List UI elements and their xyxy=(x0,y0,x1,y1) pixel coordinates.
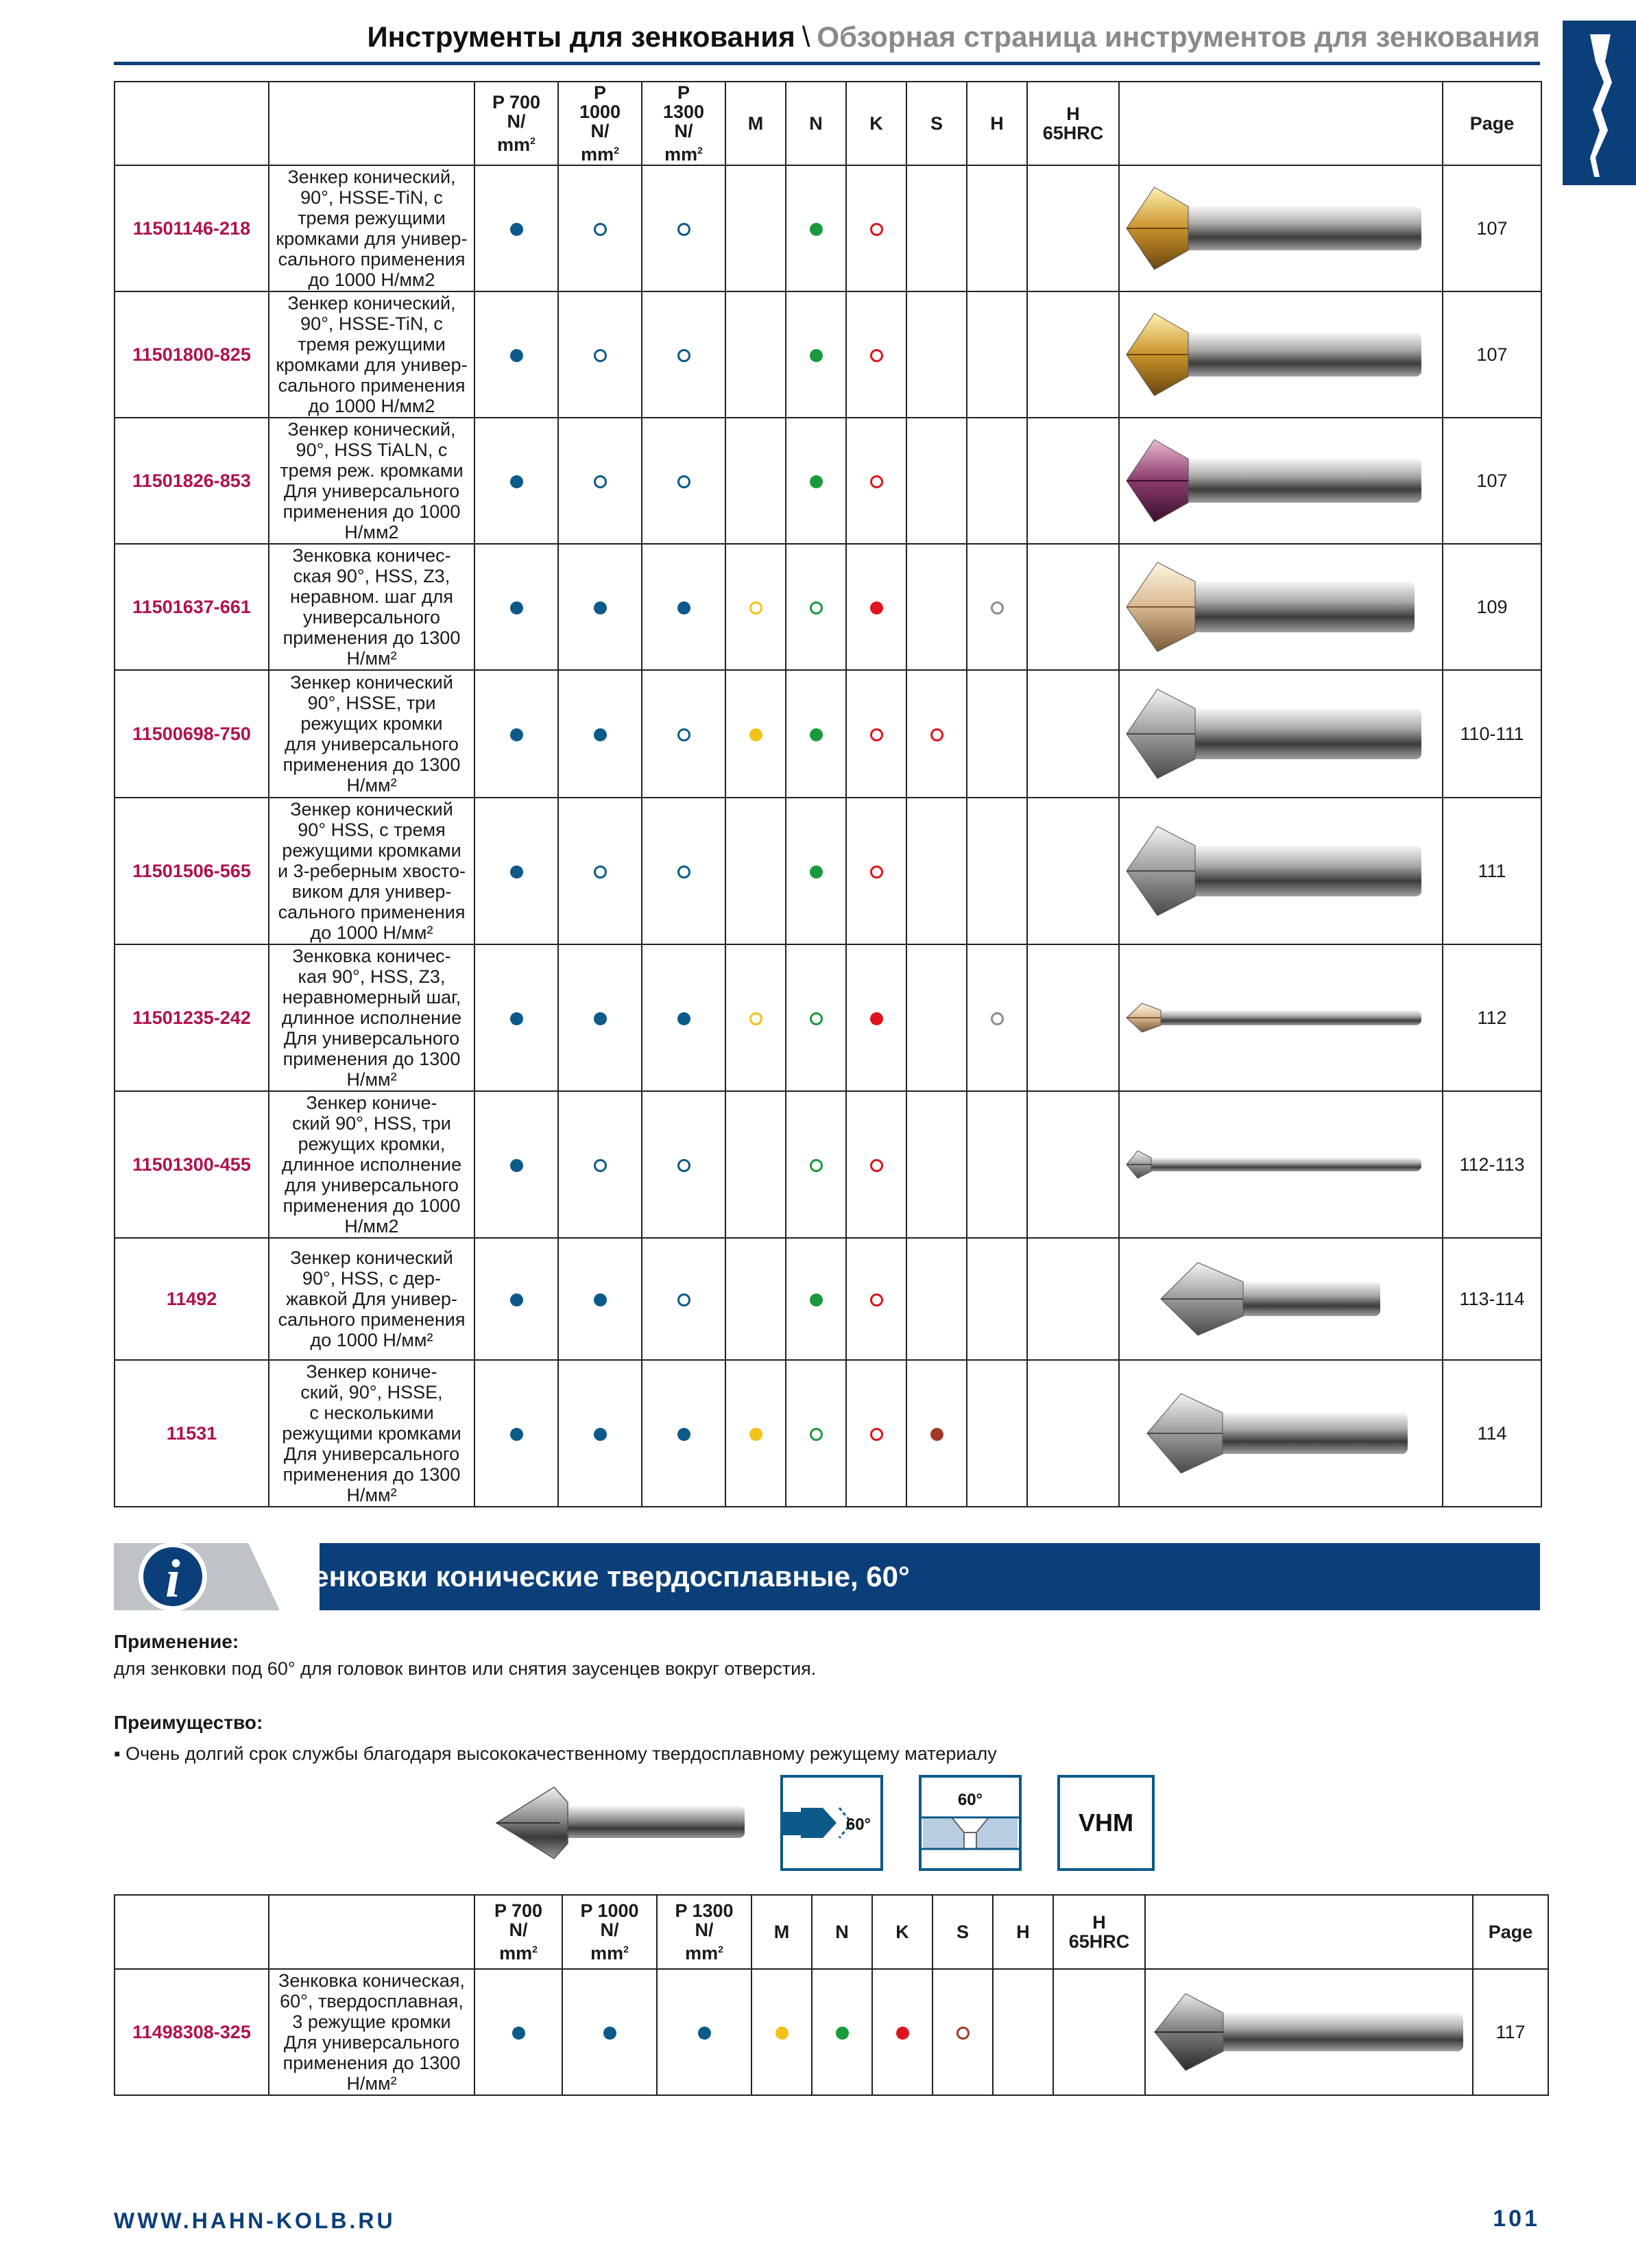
header-image xyxy=(1119,82,1443,165)
blue-filled-marker xyxy=(512,2027,525,2040)
green-outline-marker xyxy=(810,601,823,614)
page-reference[interactable]: 107 xyxy=(1443,418,1541,544)
material-cell xyxy=(906,418,967,544)
header-p1300: P 1300 N/ $mm^2$ xyxy=(642,82,725,165)
material-cell xyxy=(786,798,846,944)
tool-image xyxy=(1120,426,1442,536)
yellow-filled-marker xyxy=(749,1428,762,1441)
header-p700: P 700 N/ $mm^2$ xyxy=(474,1895,562,1969)
material-cell xyxy=(786,418,846,544)
brown-filled-marker xyxy=(930,1428,943,1441)
material-cell xyxy=(906,1238,967,1360)
material-cell xyxy=(558,798,642,944)
tool-image-cell xyxy=(1119,165,1443,291)
material-cell xyxy=(967,544,1027,670)
green-outline-marker xyxy=(810,1428,823,1441)
article-code[interactable]: 11501300-455 xyxy=(115,1091,269,1238)
header-separator: \ xyxy=(802,21,810,53)
tool-image xyxy=(1148,1977,1470,2087)
red-outline-marker xyxy=(870,1293,883,1306)
section-banner xyxy=(114,1543,1540,1610)
material-cell xyxy=(967,798,1027,944)
material-cell xyxy=(725,670,786,798)
table-row[interactable] xyxy=(115,944,1541,1091)
blue-filled-marker xyxy=(677,601,690,614)
material-cell xyxy=(906,798,967,944)
material-cell xyxy=(725,1360,786,1507)
table-row[interactable] xyxy=(115,1360,1541,1507)
tool-image-cell xyxy=(1145,1969,1473,2095)
product-description: Зенкер конический 90°, HSSE, три режущих кромки для универсального применения до 1300 Н/мм² xyxy=(269,670,474,798)
material-cell xyxy=(967,165,1027,291)
advantage-heading: Преимущество: xyxy=(114,1712,263,1733)
product-table-60deg xyxy=(114,1894,1549,2096)
article-code[interactable]: 11501146-218 xyxy=(115,165,269,291)
yellow-filled-marker xyxy=(775,2027,789,2040)
header-code xyxy=(115,82,269,165)
blue-filled-marker xyxy=(677,1012,690,1025)
material-cell xyxy=(846,165,906,291)
hole-60-label: 60° xyxy=(957,1791,983,1809)
blue-outline-marker xyxy=(594,475,607,488)
material-cell xyxy=(967,1238,1027,1360)
table-row[interactable] xyxy=(115,798,1541,944)
page-reference[interactable]: 112-113 xyxy=(1443,1091,1541,1238)
hrc-cell xyxy=(1027,1091,1119,1238)
material-cell xyxy=(474,670,558,798)
material-cell xyxy=(558,1360,642,1507)
tool-image-cell xyxy=(1119,670,1443,798)
drill-icon xyxy=(1563,21,1636,185)
blue-outline-marker xyxy=(677,1159,690,1172)
material-cell xyxy=(967,1360,1027,1507)
red-outline-marker xyxy=(870,349,883,362)
blue-filled-marker xyxy=(510,1293,523,1306)
header-hrc: H 65HRC xyxy=(1053,1895,1145,1969)
page-reference[interactable]: 111 xyxy=(1443,798,1541,944)
blue-filled-marker xyxy=(510,1159,523,1172)
material-cell xyxy=(642,944,725,1091)
application-heading: Применение: xyxy=(114,1631,239,1652)
material-cell xyxy=(725,798,786,944)
chapter-tab[interactable] xyxy=(1563,21,1636,185)
material-cell xyxy=(846,798,906,944)
material-cell xyxy=(967,944,1027,1091)
product-description: Зенкер конический, 90°, HSSE-TiN, с тремя режущими кромками для универ- сального применения до 1000 Н/мм2 xyxy=(269,291,474,418)
vhm-material-icon xyxy=(1057,1775,1155,1871)
blue-outline-marker xyxy=(594,223,607,236)
angle-60-icon xyxy=(780,1775,883,1871)
material-cell xyxy=(786,291,846,418)
material-cell xyxy=(725,1091,786,1238)
material-cell xyxy=(558,1238,642,1360)
svg-text:i: i xyxy=(165,1549,180,1608)
page-header xyxy=(114,15,1540,63)
blue-filled-marker xyxy=(510,475,523,488)
header-p1000: P 1000 N/ $mm^2$ xyxy=(562,1895,657,1969)
material-cell xyxy=(725,944,786,1091)
material-cell xyxy=(642,165,725,291)
material-cell xyxy=(786,670,846,798)
tool-image-cell xyxy=(1119,291,1443,418)
material-cell xyxy=(846,1360,906,1507)
header-m: M xyxy=(725,82,786,165)
material-cell xyxy=(725,544,786,670)
blue-filled-marker xyxy=(594,1293,607,1306)
tool-image xyxy=(1120,1110,1442,1219)
table-row[interactable] xyxy=(115,1238,1541,1360)
tool-image xyxy=(1120,816,1442,926)
hrc-cell xyxy=(1053,1969,1145,2095)
red-outline-marker xyxy=(870,866,883,879)
page-reference[interactable]: 114 xyxy=(1443,1360,1541,1507)
material-cell xyxy=(786,165,846,291)
header-h: H xyxy=(967,82,1027,165)
table-row[interactable] xyxy=(115,670,1541,798)
material-cell xyxy=(642,418,725,544)
header-hrc: H 65HRC xyxy=(1027,82,1119,165)
red-outline-marker xyxy=(870,728,883,741)
product-description: Зенкер конический 90°, HSS, с дер- жавкой Для универ- сального применения до 1000 Н/мм² xyxy=(269,1238,474,1360)
header-p700: P 700 N/ $mm^2$ xyxy=(474,82,558,165)
table-row[interactable] xyxy=(115,291,1541,418)
yellow-outline-marker xyxy=(749,601,762,614)
blue-filled-marker xyxy=(698,2027,711,2040)
blue-outline-marker xyxy=(594,349,607,362)
material-cell xyxy=(474,1091,558,1238)
product-table-90deg xyxy=(114,81,1542,1507)
green-filled-marker xyxy=(810,1293,823,1306)
blue-filled-marker xyxy=(510,866,523,879)
material-cell xyxy=(642,798,725,944)
material-cell xyxy=(725,418,786,544)
blue-outline-marker xyxy=(594,866,607,879)
material-cell xyxy=(786,1360,846,1507)
material-cell xyxy=(846,418,906,544)
hrc-cell xyxy=(1027,1360,1119,1507)
blue-filled-marker xyxy=(510,601,523,614)
tool-image xyxy=(1120,552,1442,662)
carbide-countersink-image xyxy=(491,1775,751,1871)
tool-image xyxy=(1120,679,1442,789)
blue-outline-marker xyxy=(677,1293,690,1306)
product-description: Зенкер кониче- ский 90°, HSS, три режущих кромки, длинное исполнение для универсального применения до 1000 Н/мм2 xyxy=(269,1091,474,1238)
product-description: Зенкер конический, 90°, HSS TiALN, с тремя реж. кромками Для универсального применения до 1000 Н/мм2 xyxy=(269,418,474,544)
header-p1000: P 1000 N/ $mm^2$ xyxy=(558,82,642,165)
tool-image xyxy=(1120,963,1442,1073)
red-outline-marker xyxy=(870,1159,883,1172)
header-title: Инструменты для зенкования xyxy=(367,21,795,53)
tool-image-cell xyxy=(1119,798,1443,944)
header-description xyxy=(269,1895,474,1969)
article-code[interactable]: 11501235-242 xyxy=(115,944,269,1091)
material-cell xyxy=(967,1091,1027,1238)
material-cell xyxy=(993,1969,1053,2095)
material-cell xyxy=(725,291,786,418)
banner-title: Зенковки конические твердосплавные, 60° xyxy=(295,1560,910,1592)
angle-60-label: 60° xyxy=(845,1815,871,1834)
page-reference[interactable]: 117 xyxy=(1473,1969,1548,2095)
blue-filled-marker xyxy=(603,2027,616,2040)
material-cell xyxy=(906,291,967,418)
page-reference[interactable]: 107 xyxy=(1443,165,1541,291)
header-h: H xyxy=(993,1895,1053,1969)
article-code[interactable]: 11501637-661 xyxy=(115,544,269,670)
material-cell xyxy=(474,798,558,944)
hrc-cell xyxy=(1027,1238,1119,1360)
product-description: Зенкер конический 90° HSS, с тремя режущими кромками и 3-реберным хвосто- виком для универ- сального применения до 1000 Н/мм² xyxy=(269,798,474,944)
article-code[interactable]: 11500698-750 xyxy=(115,670,269,798)
material-cell xyxy=(906,1360,967,1507)
red-outline-marker xyxy=(870,223,883,236)
blue-filled-marker xyxy=(594,728,607,741)
yellow-outline-marker xyxy=(749,1012,762,1025)
header-rule xyxy=(114,62,1540,65)
product-description: Зенкер конический, 90°, HSSE-TiN, с тремя режущими кромками для универ- сального применения до 1000 Н/мм2 xyxy=(269,165,474,291)
page-reference[interactable]: 107 xyxy=(1443,291,1541,418)
article-code[interactable]: 11501506-565 xyxy=(115,798,269,944)
yellow-filled-marker xyxy=(749,728,762,741)
material-cell xyxy=(786,1238,846,1360)
tool-image-cell xyxy=(1119,1238,1443,1360)
page-reference[interactable]: 109 xyxy=(1443,544,1541,670)
material-cell xyxy=(562,1969,657,2095)
material-cell xyxy=(786,544,846,670)
material-cell xyxy=(846,944,906,1091)
header-page: Page xyxy=(1473,1895,1548,1969)
tool-image xyxy=(1120,174,1442,283)
blue-filled-marker xyxy=(510,1428,523,1441)
blue-outline-marker xyxy=(677,728,690,741)
page-reference[interactable]: 110-111 xyxy=(1443,670,1541,798)
material-cell xyxy=(657,1969,751,2095)
green-filled-marker xyxy=(810,728,823,741)
red-filled-marker xyxy=(896,2027,909,2040)
green-filled-marker xyxy=(810,475,823,488)
material-cell xyxy=(558,291,642,418)
tool-image xyxy=(1120,300,1442,409)
hrc-cell xyxy=(1027,418,1119,544)
hrc-cell xyxy=(1027,165,1119,291)
material-cell xyxy=(474,1360,558,1507)
red-outline-marker xyxy=(870,475,883,488)
header-m: M xyxy=(751,1895,812,1969)
blue-outline-marker xyxy=(677,475,690,488)
material-cell xyxy=(558,944,642,1091)
blue-outline-marker xyxy=(677,866,690,879)
vhm-label: VHM xyxy=(1079,1809,1133,1837)
blue-outline-marker xyxy=(677,223,690,236)
material-cell xyxy=(642,291,725,418)
page-reference[interactable]: 113-114 xyxy=(1443,1238,1541,1360)
blue-outline-marker xyxy=(594,1159,607,1172)
header-s: S xyxy=(933,1895,993,1969)
table-header-row xyxy=(115,1895,1548,1969)
material-cell xyxy=(906,944,967,1091)
page-number: 101 xyxy=(1493,2206,1540,2232)
material-cell xyxy=(786,1091,846,1238)
material-cell xyxy=(558,165,642,291)
material-cell xyxy=(642,1091,725,1238)
blue-filled-marker xyxy=(510,349,523,362)
blue-filled-marker xyxy=(594,1012,607,1025)
tool-image xyxy=(1120,1378,1442,1488)
tool-image-cell xyxy=(1119,944,1443,1091)
material-cell xyxy=(558,1091,642,1238)
green-filled-marker xyxy=(836,2027,849,2040)
tool-image-cell xyxy=(1119,1091,1443,1238)
blue-outline-marker xyxy=(677,349,690,362)
table-row[interactable] xyxy=(115,1091,1541,1238)
header-page: Page xyxy=(1443,82,1541,165)
material-cell xyxy=(967,670,1027,798)
grey-outline-marker xyxy=(991,1012,1004,1025)
material-cell xyxy=(642,544,725,670)
article-code[interactable]: 11501800-825 xyxy=(115,291,269,418)
material-cell xyxy=(558,418,642,544)
material-cell xyxy=(558,670,642,798)
footer-url[interactable]: WWW.HAHN-KOLB.RU xyxy=(114,2208,396,2233)
red-filled-marker xyxy=(870,1012,883,1025)
material-cell xyxy=(846,1238,906,1360)
table-row[interactable] xyxy=(115,1969,1548,2095)
material-cell xyxy=(846,1091,906,1238)
material-cell xyxy=(642,1238,725,1360)
article-code[interactable]: 11492 xyxy=(115,1238,269,1360)
article-code[interactable]: 11501826-853 xyxy=(115,418,269,544)
material-cell xyxy=(846,544,906,670)
material-cell xyxy=(642,1360,725,1507)
blue-filled-marker xyxy=(510,223,523,236)
hrc-cell xyxy=(1027,544,1119,670)
material-cell xyxy=(967,291,1027,418)
header-description xyxy=(269,82,474,165)
header-n: N xyxy=(786,82,846,165)
material-cell xyxy=(474,291,558,418)
green-outline-marker xyxy=(810,1159,823,1172)
material-cell xyxy=(872,1969,933,2095)
green-filled-marker xyxy=(810,223,823,236)
header-image xyxy=(1145,1895,1473,1969)
material-cell xyxy=(812,1969,872,2095)
info-icon[interactable] xyxy=(130,1540,215,1613)
brown-outline-marker xyxy=(957,2027,970,2040)
header-subtitle: Обзорная страница инструментов для зенкования xyxy=(817,21,1540,53)
header-k: K xyxy=(872,1895,933,1969)
green-filled-marker xyxy=(810,866,823,879)
material-cell xyxy=(846,291,906,418)
material-cell xyxy=(474,1238,558,1360)
tool-image-cell xyxy=(1119,544,1443,670)
material-cell xyxy=(642,670,725,798)
table-row[interactable] xyxy=(115,165,1541,291)
material-cell xyxy=(906,670,967,798)
product-description: Зенковка коничес- кая 90°, HSS, Z3, неравномерный шаг, длинное исполнение Для универсального применения до 1300 Н/мм² xyxy=(269,944,474,1091)
material-cell xyxy=(967,418,1027,544)
header-code xyxy=(115,1895,269,1969)
header-s: S xyxy=(906,82,967,165)
page-reference[interactable]: 112 xyxy=(1443,944,1541,1091)
header-p1300: P 1300 N/ $mm^2$ xyxy=(657,1895,751,1969)
product-description: Зенкер кониче- ский, 90°, HSSE, с несколькими режущими кромками Для универсального применения до 1300 Н/мм² xyxy=(269,1360,474,1507)
tool-image xyxy=(1120,1244,1442,1354)
blue-filled-marker xyxy=(510,1012,523,1025)
table-header-row xyxy=(115,82,1541,165)
product-description: Зенковка коническая, 60°, твердосплавная, 3 режущие кромки Для универсального применения до 1300 Н/мм² xyxy=(269,1969,474,2095)
table-row[interactable] xyxy=(115,418,1541,544)
blue-filled-marker xyxy=(594,1428,607,1441)
hrc-cell xyxy=(1027,944,1119,1091)
header-n: N xyxy=(812,1895,872,1969)
material-cell xyxy=(474,1969,562,2095)
article-code[interactable]: 11498308-325 xyxy=(115,1969,269,2095)
material-cell xyxy=(474,165,558,291)
hole-60-icon xyxy=(919,1775,1022,1871)
hrc-cell xyxy=(1027,798,1119,944)
blue-filled-marker xyxy=(677,1428,690,1441)
grey-outline-marker xyxy=(991,601,1004,614)
material-cell xyxy=(786,944,846,1091)
material-cell xyxy=(906,544,967,670)
application-text: для зенковки под 60° для головок винтов или снятия заусенцев вокруг отверстия. xyxy=(114,1658,817,1679)
material-cell xyxy=(474,944,558,1091)
tool-image-cell xyxy=(1119,418,1443,544)
green-filled-marker xyxy=(810,349,823,362)
tool-image-cell xyxy=(1119,1360,1443,1507)
material-cell xyxy=(846,670,906,798)
material-cell xyxy=(725,165,786,291)
material-cell xyxy=(725,1238,786,1360)
table-row[interactable] xyxy=(115,544,1541,670)
material-cell xyxy=(906,165,967,291)
product-description: Зенковка коничес- ская 90°, HSS, Z3, неравном. шаг для универсального применения до 1300 Н/мм² xyxy=(269,544,474,670)
material-cell xyxy=(751,1969,812,2095)
material-cell xyxy=(906,1091,967,1238)
advantage-text: ▪ Очень долгий срок службы благодаря высококачественному твердосплавному режущему материалу xyxy=(114,1743,997,1764)
material-cell xyxy=(474,418,558,544)
material-cell xyxy=(474,544,558,670)
red-outline-marker xyxy=(870,1428,883,1441)
red-filled-marker xyxy=(870,601,883,614)
hrc-cell xyxy=(1027,291,1119,418)
header-k: K xyxy=(846,82,906,165)
hrc-cell xyxy=(1027,670,1119,798)
article-code[interactable]: 11531 xyxy=(115,1360,269,1507)
red-outline-marker xyxy=(930,728,943,741)
green-outline-marker xyxy=(810,1012,823,1025)
blue-filled-marker xyxy=(594,601,607,614)
material-cell xyxy=(558,544,642,670)
blue-filled-marker xyxy=(510,728,523,741)
material-cell xyxy=(933,1969,993,2095)
